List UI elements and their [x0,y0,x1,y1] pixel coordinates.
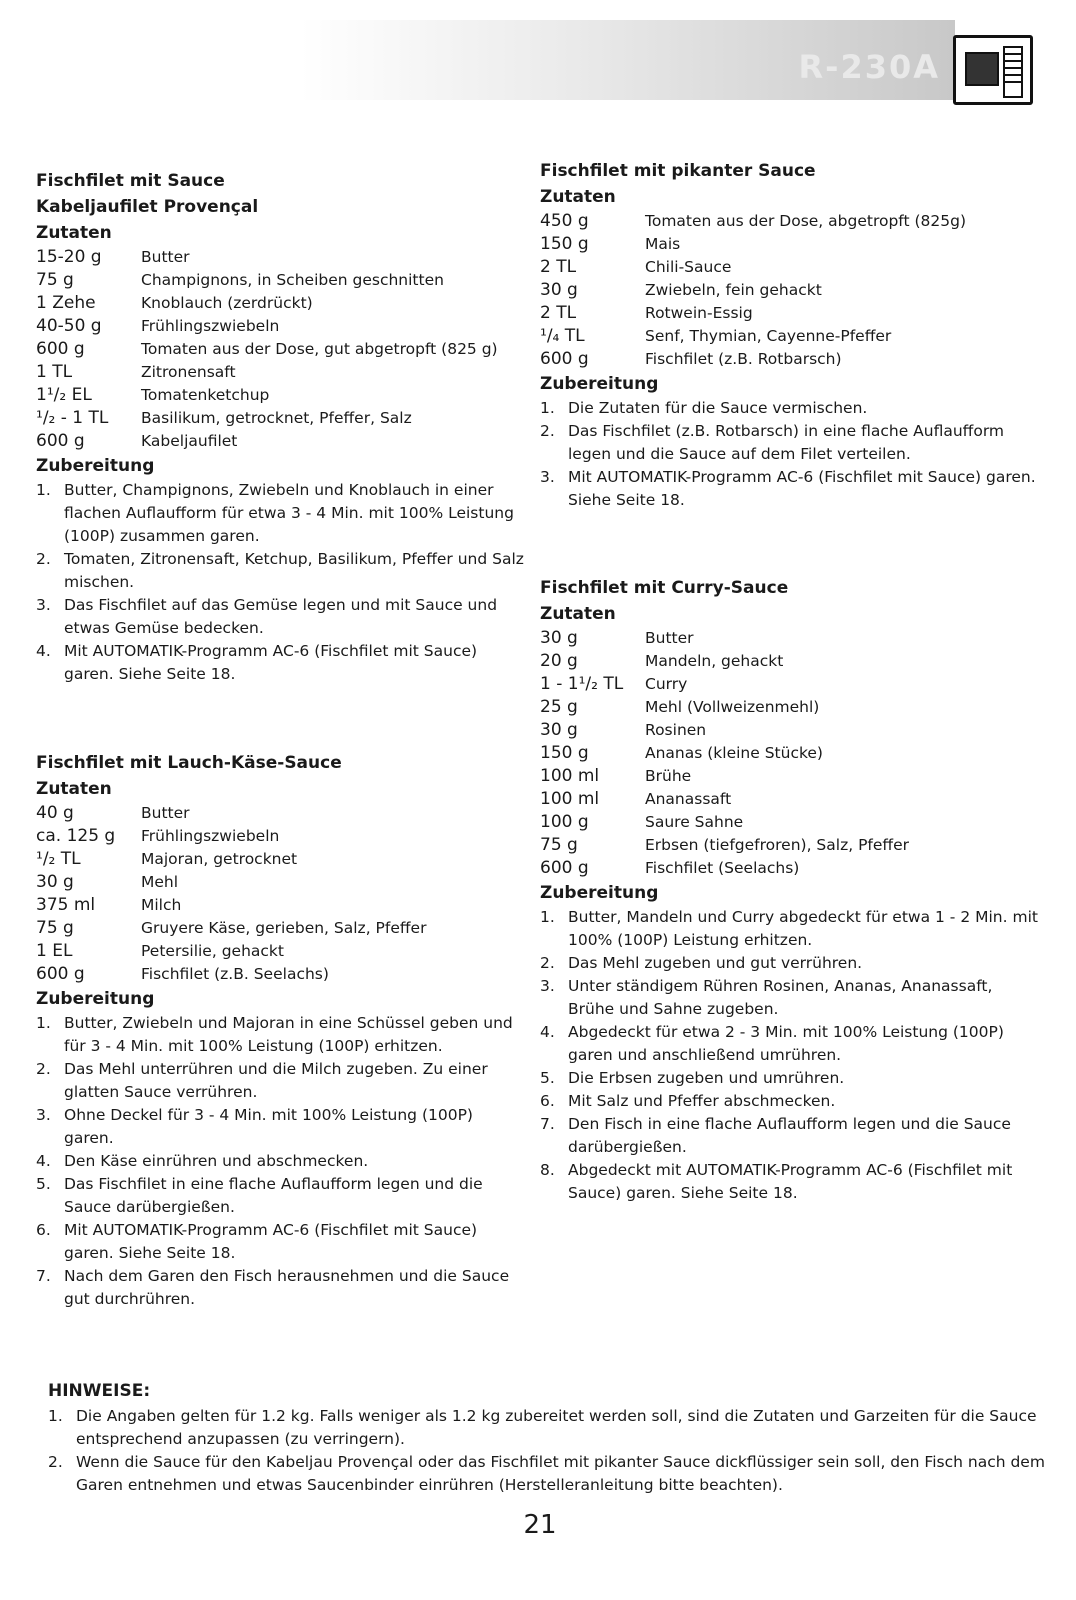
ingredient-list [36,802,526,986]
list-item [540,1090,1040,1113]
ingredient-row [540,742,1040,765]
list-item [540,952,1040,975]
item-number: 1. [48,1407,63,1425]
item-text: Butter, Zwiebeln und Majoran in eine Schüssel geben und für 3 - 4 Min. mit 100% Leistung (100P) erhitzen. [64,1014,513,1055]
ingredient-row [540,765,1040,788]
ingredient-row [540,279,1040,302]
step-list [36,1012,526,1311]
item-text: Butter, Champignons, Zwiebeln und Knoblauch in einer flachen Auflaufform für etwa 3 - 4 Min. mit 100% Leistung (100P) zusammen garen. [64,481,514,545]
steps-heading: Zubereitung [36,989,155,1009]
list-item [540,1067,1040,1090]
item-number: 4. [540,1023,555,1041]
ingredient-row [36,940,526,963]
ingredient-qty: 30 g [540,280,578,300]
ingredient-qty: 40-50 g [36,316,102,336]
ingredient-item: Rotwein-Essig [645,304,753,322]
ingredient-qty: 20 g [540,651,578,671]
item-number: 2. [540,422,555,440]
ingredients-heading: Zutaten [540,187,616,207]
ingredient-qty: 600 g [540,858,589,878]
ingredient-row [36,315,526,338]
recipe-pikant [540,158,1040,512]
item-text: Das Fischfilet in eine flache Auflaufform legen und die Sauce darübergießen. [64,1175,483,1216]
ingredient-qty: ¹/₄ TL [540,326,585,346]
notes-list [48,1405,1048,1497]
ingredient-row [540,650,1040,673]
ingredient-qty: 75 g [36,270,74,290]
ingredient-item: Basilikum, getrocknet, Pfeffer, Salz [141,409,412,427]
item-text: Mit Salz und Pfeffer abschmecken. [568,1092,836,1110]
ingredient-row [540,834,1040,857]
model-code: R-230A [798,48,940,86]
ingredient-item: Tomatenketchup [141,386,270,404]
list-item [540,1113,1040,1159]
ingredient-row [36,963,526,986]
ingredient-qty: 25 g [540,697,578,717]
ingredient-item: Rosinen [645,721,707,739]
ingredient-qty: 150 g [540,743,589,763]
ingredient-item: Fischfilet (Seelachs) [645,859,800,877]
list-item [36,1219,526,1265]
ingredient-item: Frühlingszwiebeln [141,827,280,845]
item-text: Mit AUTOMATIK-Programm AC-6 (Fischfilet mit Sauce) garen. Siehe Seite 18. [64,642,478,683]
list-item [540,420,1040,466]
item-number: 3. [540,468,555,486]
ingredient-qty: 600 g [540,349,589,369]
oven-control-panel [1003,46,1023,98]
item-text: Die Erbsen zugeben und umrühren. [568,1069,845,1087]
ingredient-row [36,292,526,315]
item-text: Butter, Mandeln und Curry abgedeckt für etwa 1 - 2 Min. mit 100% (100P) Leistung erhitzen. [568,908,1038,949]
recipe-subtitle: Kabeljaufilet Provençal [36,197,259,217]
item-text: Abgedeckt mit AUTOMATIK-Programm AC-6 (Fischfilet mit Sauce) garen. Siehe Seite 18. [568,1161,1013,1202]
ingredient-qty: 30 g [36,872,74,892]
list-item [540,466,1040,512]
ingredient-qty: 40 g [36,803,74,823]
ingredient-item: Zitronensaft [141,363,236,381]
oven-window [965,52,999,86]
list-item [540,1159,1040,1205]
ingredient-item: Kabeljaufilet [141,432,238,450]
item-text: Mit AUTOMATIK-Programm AC-6 (Fischfilet mit Sauce) garen. Siehe Seite 18. [568,468,1036,509]
ingredient-row [540,696,1040,719]
ingredient-qty: ¹/₂ TL [36,849,81,869]
ingredient-row [540,256,1040,279]
ingredient-item: Mais [645,235,681,253]
item-number: 7. [36,1267,51,1285]
notes-section [48,1380,1048,1497]
ingredient-item: Champignons, in Scheiben geschnitten [141,271,444,289]
item-number: 3. [36,596,51,614]
ingredient-row [540,857,1040,880]
list-item [48,1451,1048,1497]
ingredient-qty: 1 - 1¹/₂ TL [540,674,624,694]
ingredient-qty: 100 g [540,812,589,832]
step-list [540,397,1040,512]
item-text: Wenn die Sauce für den Kabeljau Provençal oder das Fischfilet mit pikanter Sauce dickflüssiger sein soll, den Fisch nach dem Garen entnehmen und etwas Saucenbinder einrühren (Herstelleranleitung bitte beachten). [76,1453,1045,1494]
ingredient-qty: 150 g [540,234,589,254]
recipe-title: Fischfilet mit Curry-Sauce [540,578,789,598]
ingredient-item: Milch [141,896,182,914]
ingredient-qty: 30 g [540,628,578,648]
item-number: 1. [540,399,555,417]
item-text: Unter ständigem Rühren Rosinen, Ananas, Ananassaft, Brühe und Sahne zugeben. [568,977,993,1018]
ingredient-item: Fischfilet (z.B. Rotbarsch) [645,350,842,368]
ingredient-qty: 75 g [540,835,578,855]
notes-title: HINWEISE: [48,1381,151,1401]
steps-heading: Zubereitung [36,456,155,476]
ingredient-item: Knoblauch (zerdrückt) [141,294,313,312]
ingredient-qty: 600 g [36,431,85,451]
ingredient-list [36,246,526,453]
list-item [540,906,1040,952]
ingredient-row [36,917,526,940]
list-item [36,1150,526,1173]
item-text: Nach dem Garen den Fisch herausnehmen und die Sauce gut durchrühren. [64,1267,510,1308]
ingredient-item: Tomaten aus der Dose, gut abgetropft (825 g) [141,340,498,358]
ingredient-qty: 1 EL [36,941,73,961]
ingredient-item: Gruyere Käse, gerieben, Salz, Pfeffer [141,919,427,937]
ingredient-row [36,246,526,269]
item-text: Den Käse einrühren und abschmecken. [64,1152,369,1170]
item-text: Abgedeckt für etwa 2 - 3 Min. mit 100% Leistung (100P) garen und anschließend umrühren. [568,1023,1004,1064]
list-item [540,1021,1040,1067]
ingredient-item: Fischfilet (z.B. Seelachs) [141,965,329,983]
ingredient-qty: 2 TL [540,303,577,323]
item-text: Den Fisch in eine flache Auflaufform legen und die Sauce darübergießen. [568,1115,1011,1156]
item-text: Mit AUTOMATIK-Programm AC-6 (Fischfilet mit Sauce) garen. Siehe Seite 18. [64,1221,478,1262]
ingredient-row [36,338,526,361]
ingredient-qty: 450 g [540,211,589,231]
ingredient-item: Ananas (kleine Stücke) [645,744,823,762]
ingredient-qty: 375 ml [36,895,96,915]
recipe-lauch-kaese [36,750,526,1311]
ingredient-row [540,627,1040,650]
ingredient-item: Brühe [645,767,692,785]
list-item [36,1012,526,1058]
ingredient-item: Ananassaft [645,790,732,808]
ingredient-item: Petersilie, gehackt [141,942,284,960]
item-text: Ohne Deckel für 3 - 4 Min. mit 100% Leistung (100P) garen. [64,1106,473,1147]
list-item [36,1104,526,1150]
steps-heading: Zubereitung [540,883,659,903]
ingredients-heading: Zutaten [540,604,616,624]
page-number: 21 [523,1510,557,1540]
item-number: 6. [540,1092,555,1110]
recipe-curry [540,575,1040,1205]
ingredient-item: Butter [141,804,190,822]
ingredient-item: Majoran, getrocknet [141,850,298,868]
ingredient-row [540,325,1040,348]
ingredient-row [540,788,1040,811]
ingredients-heading: Zutaten [36,223,112,243]
microwave-oven-icon [953,35,1033,105]
item-number: 3. [36,1106,51,1124]
recipe-title: Fischfilet mit Lauch-Käse-Sauce [36,753,342,773]
ingredient-item: Butter [141,248,190,266]
ingredient-item: Senf, Thymian, Cayenne-Pfeffer [645,327,892,345]
ingredient-item: Mehl (Vollweizenmehl) [645,698,820,716]
item-number: 2. [36,1060,51,1078]
ingredient-qty: 75 g [36,918,74,938]
ingredient-row [36,430,526,453]
ingredient-row [540,811,1040,834]
item-text: Das Fischfilet auf das Gemüse legen und mit Sauce und etwas Gemüse bedecken. [64,596,498,637]
item-number: 2. [48,1453,63,1471]
ingredient-qty: ca. 125 g [36,826,116,846]
list-item [48,1405,1048,1451]
ingredient-row [36,894,526,917]
ingredient-item: Butter [645,629,694,647]
ingredient-qty: 1 TL [36,362,73,382]
ingredient-item: Chili-Sauce [645,258,732,276]
ingredient-row [36,871,526,894]
item-number: 2. [540,954,555,972]
item-number: 1. [36,1014,51,1032]
ingredient-item: Frühlingszwiebeln [141,317,280,335]
step-list [36,479,526,686]
ingredient-row [36,848,526,871]
ingredient-qty: 100 ml [540,766,600,786]
item-number: 6. [36,1221,51,1239]
item-number: 7. [540,1115,555,1133]
step-list [540,906,1040,1205]
item-number: 4. [36,1152,51,1170]
list-item [540,397,1040,420]
recipe-title: Fischfilet mit Sauce [36,171,225,191]
ingredient-qty: ¹/₂ - 1 TL [36,408,109,428]
ingredient-row [540,348,1040,371]
ingredient-qty: 2 TL [540,257,577,277]
item-number: 8. [540,1161,555,1179]
ingredient-row [540,302,1040,325]
ingredient-item: Curry [645,675,688,693]
ingredient-item: Mandeln, gehackt [645,652,784,670]
item-number: 2. [36,550,51,568]
ingredient-row [540,719,1040,742]
ingredient-qty: 600 g [36,339,85,359]
ingredient-list [540,210,1040,371]
list-item [36,1058,526,1104]
ingredient-row [36,825,526,848]
ingredient-qty: 15-20 g [36,247,102,267]
item-text: Die Angaben gelten für 1.2 kg. Falls weniger als 1.2 kg zubereitet werden soll, sind die Zutaten und Garzeiten für die Sauce entsprechend anzupassen (zu verringern). [76,1407,1037,1448]
item-number: 1. [540,908,555,926]
item-text: Tomaten, Zitronensaft, Ketchup, Basilikum, Pfeffer und Salz mischen. [64,550,524,591]
ingredient-qty: 100 ml [540,789,600,809]
ingredient-item: Tomaten aus der Dose, abgetropft (825g) [645,212,967,230]
list-item [36,548,526,594]
ingredient-row [540,233,1040,256]
ingredient-qty: 30 g [540,720,578,740]
ingredient-item: Saure Sahne [645,813,744,831]
item-text: Das Mehl zugeben und gut verrühren. [568,954,863,972]
item-number: 5. [36,1175,51,1193]
item-number: 3. [540,977,555,995]
ingredient-row [36,802,526,825]
recipe-provencal [36,168,526,686]
ingredient-list [540,627,1040,880]
item-number: 4. [36,642,51,660]
list-item [36,640,526,686]
list-item [36,1265,526,1311]
ingredient-row [540,210,1040,233]
ingredient-row [540,673,1040,696]
recipe-title: Fischfilet mit pikanter Sauce [540,161,816,181]
item-text: Das Mehl unterrühren und die Milch zugeben. Zu einer glatten Sauce verrühren. [64,1060,488,1101]
ingredient-row [36,361,526,384]
ingredient-row [36,407,526,430]
ingredient-item: Mehl [141,873,179,891]
item-number: 1. [36,481,51,499]
item-text: Das Fischfilet (z.B. Rotbarsch) in eine flache Auflaufform legen und die Sauce auf dem Filet verteilen. [568,422,1005,463]
ingredient-row [36,269,526,292]
ingredient-row [36,384,526,407]
ingredient-item: Zwiebeln, fein gehackt [645,281,822,299]
item-number: 5. [540,1069,555,1087]
list-item [36,1173,526,1219]
ingredient-qty: 600 g [36,964,85,984]
list-item [36,594,526,640]
list-item [540,975,1040,1021]
ingredient-item: Erbsen (tiefgefroren), Salz, Pfeffer [645,836,909,854]
item-text: Die Zutaten für die Sauce vermischen. [568,399,868,417]
ingredients-heading: Zutaten [36,779,112,799]
steps-heading: Zubereitung [540,374,659,394]
ingredient-qty: 1¹/₂ EL [36,385,92,405]
ingredient-qty: 1 Zehe [36,293,96,313]
list-item [36,479,526,548]
